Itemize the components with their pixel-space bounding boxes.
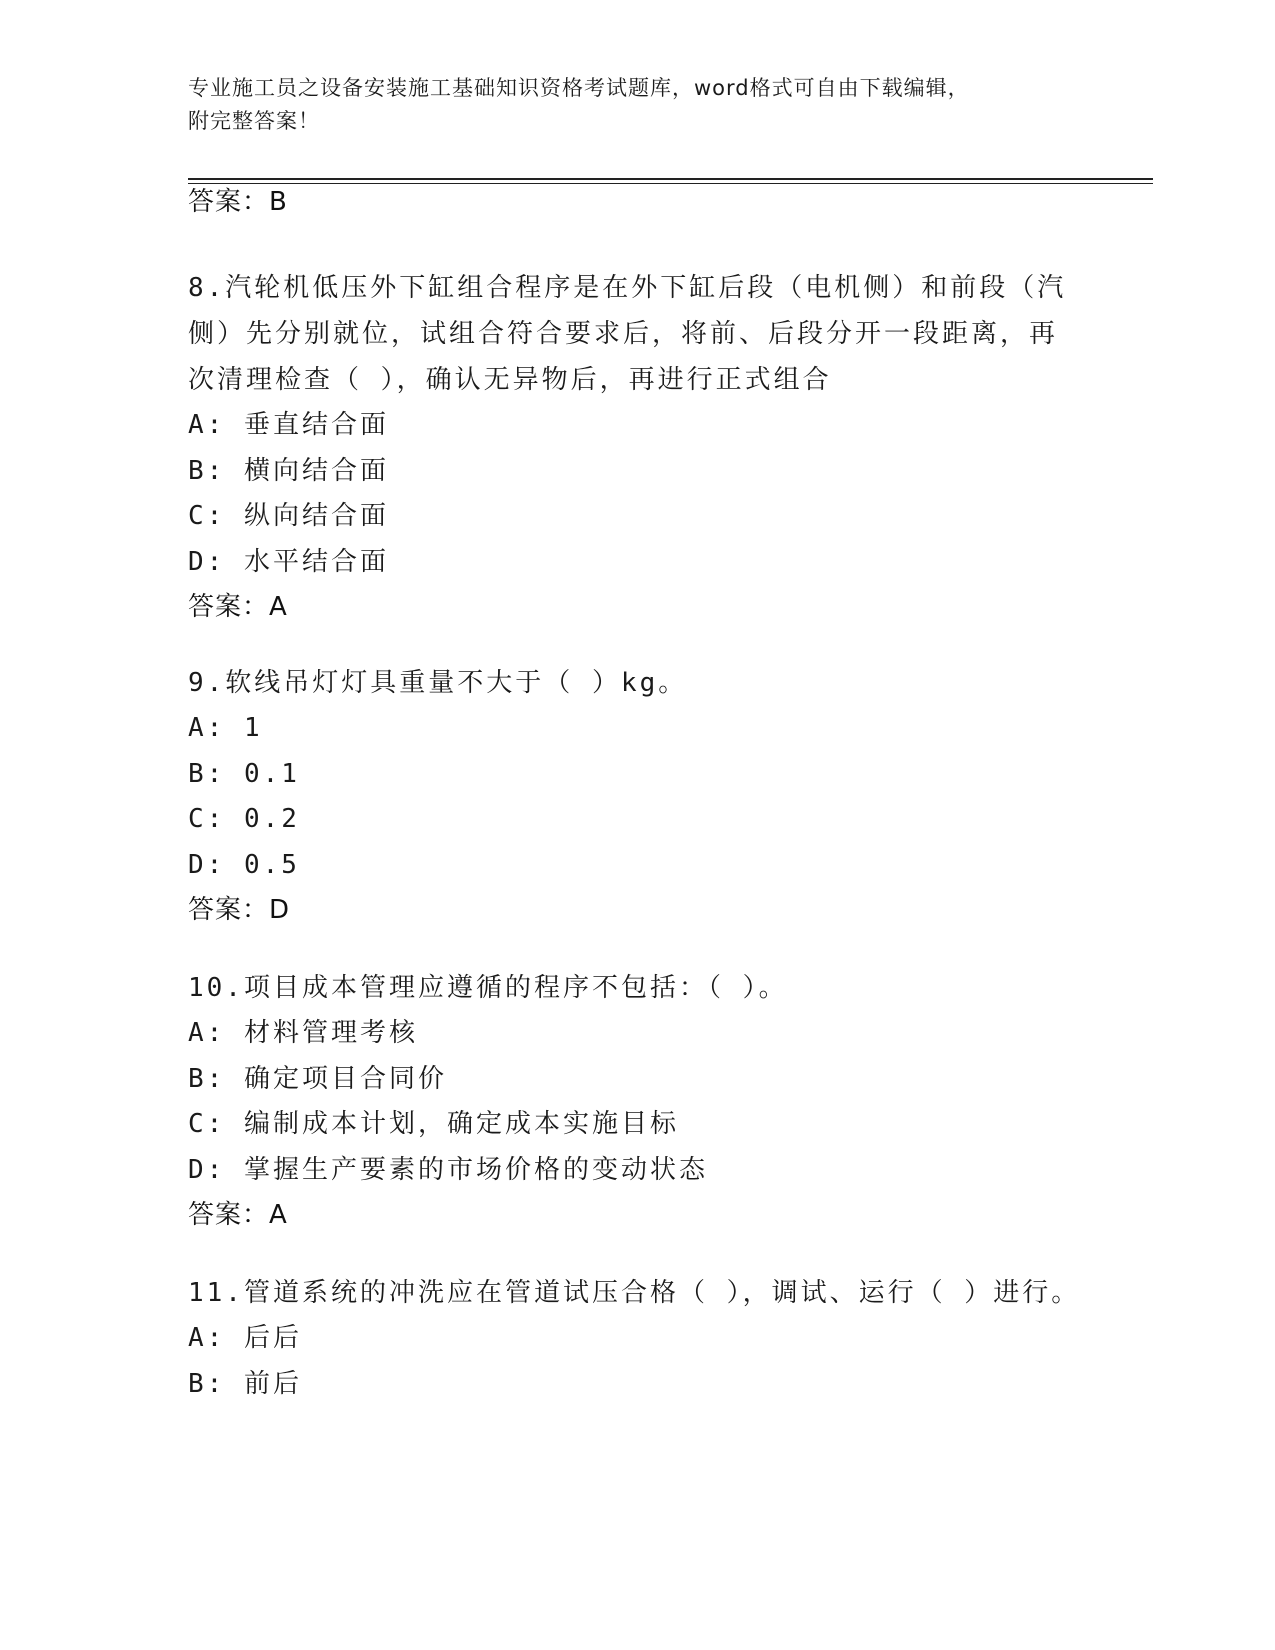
question-8 xyxy=(188,265,1088,629)
option-a: A: 1 xyxy=(188,713,263,743)
question-11 xyxy=(188,1270,1088,1407)
option-a: A: 材料管理考核 xyxy=(188,1018,418,1048)
question-text-line: 次清理检查（ ），确认无异物后，再进行正式组合 xyxy=(188,365,832,395)
option-a: A: 垂直结合面 xyxy=(188,410,389,440)
answer-label: 答案：A xyxy=(188,592,288,622)
answer-label: 答案：B xyxy=(188,187,288,217)
option-d: D: 掌握生产要素的市场价格的变动状态 xyxy=(188,1154,708,1185)
question-text-line: 10.项目成本管理应遵循的程序不包括：（ ）。 xyxy=(188,973,788,1003)
answer-block-7 xyxy=(188,180,1088,224)
question-text-line: 9.软线吊灯灯具重量不大于（ ）kg。 xyxy=(188,668,688,698)
option-c: C: 编制成本计划，确定成本实施目标 xyxy=(188,1109,679,1139)
option-b: B: 前后 xyxy=(188,1368,302,1399)
header-line-2: 附完整答案！ xyxy=(188,109,320,133)
option-c: C: 纵向结合面 xyxy=(188,501,389,531)
option-d: D: 0.5 xyxy=(188,849,300,880)
answer-label: 答案：D xyxy=(188,895,291,925)
option-b: B: 0.1 xyxy=(188,758,300,789)
question-9 xyxy=(188,660,1088,932)
option-c: C: 0.2 xyxy=(188,804,300,834)
question-text-line: 8.汽轮机低压外下缸组合程序是在外下缸后段（电机侧）和前段（汽 xyxy=(188,273,1067,303)
option-d: D: 水平结合面 xyxy=(188,546,389,577)
question-text-line: 侧）先分别就位，试组合符合要求后，将前、后段分开一段距离，再 xyxy=(188,319,1059,349)
header-line-1: 专业施工员之设备安装施工基础知识资格考试题库，word格式可自由下载编辑， xyxy=(188,76,970,100)
option-b: B: 确定项目合同价 xyxy=(188,1063,447,1094)
page-header xyxy=(188,72,1068,138)
option-a: A: 后后 xyxy=(188,1323,302,1353)
question-10 xyxy=(188,965,1088,1237)
question-text-line: 11.管道系统的冲洗应在管道试压合格（ ），调试、运行（ ）进行。 xyxy=(188,1278,1081,1308)
option-b: B: 横向结合面 xyxy=(188,455,389,486)
answer-label: 答案：A xyxy=(188,1200,288,1230)
